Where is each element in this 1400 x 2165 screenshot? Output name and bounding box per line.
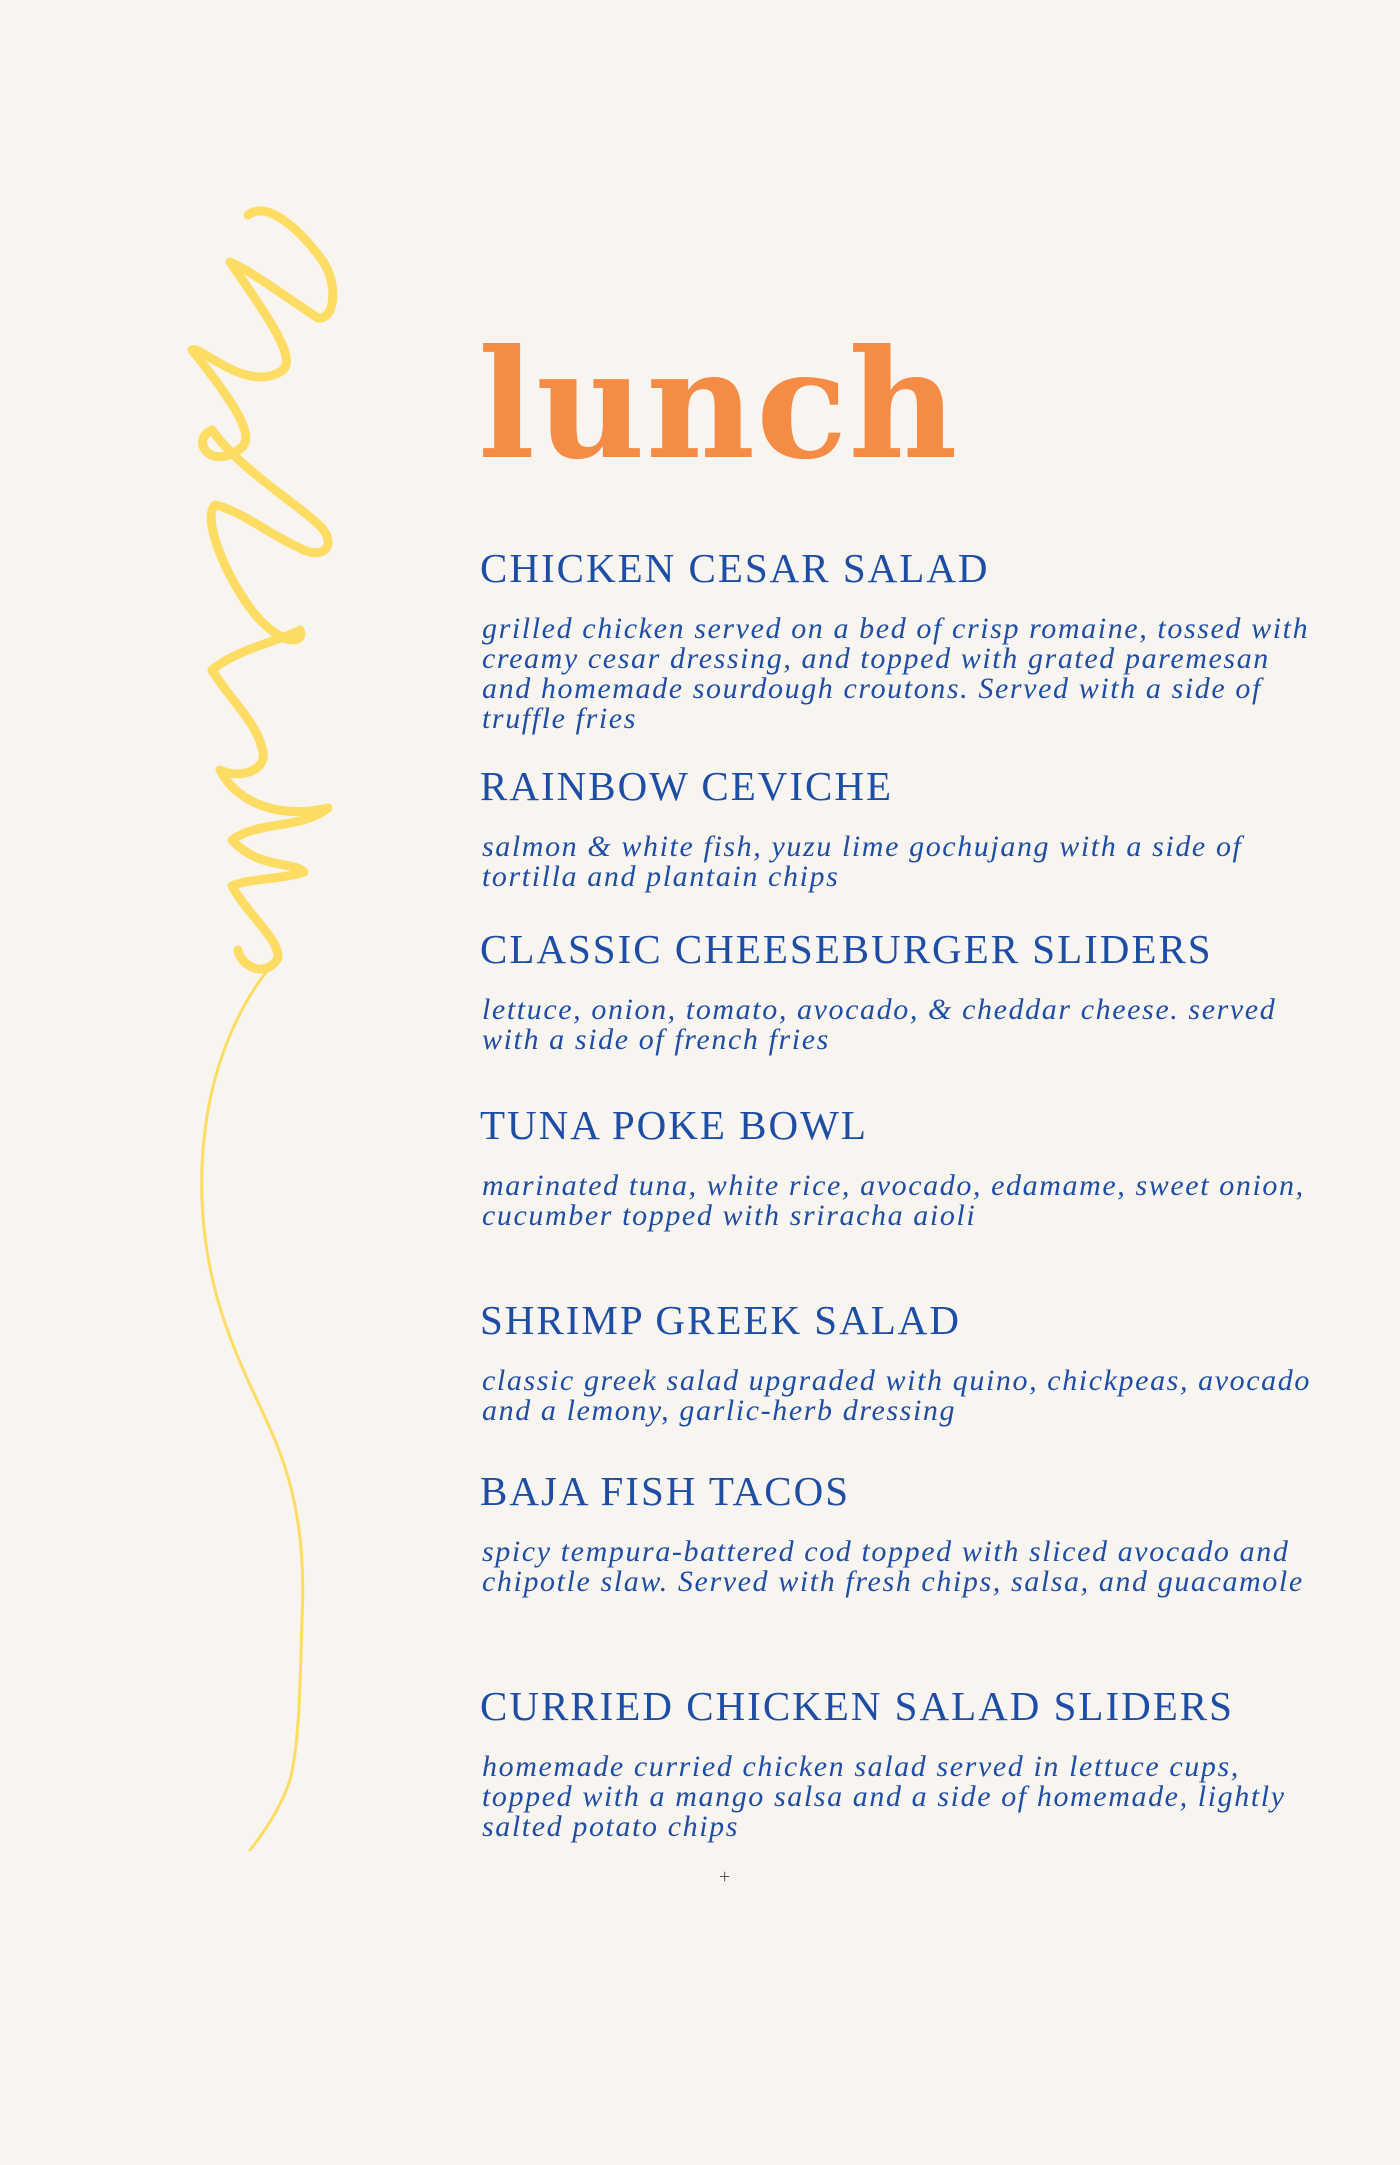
menu-item [480, 1297, 1320, 1426]
menu-item-description: marinated tuna, white rice, avocado, edamame, sweet onion, cucumber topped with sriracha aioli [482, 1169, 1305, 1233]
small-mark: + [719, 1866, 731, 1888]
menu-item-name: TUNA POKE BOWL [480, 1102, 868, 1148]
menu-item [480, 926, 1320, 1055]
menu-item [480, 545, 1320, 734]
menu-item-description: grilled chicken served on a bed of crisp romaine, tossed with creamy cesar dressing, and topped with grated paremesan and homemade sourdough croutons. Served with a side of truffle fries [482, 612, 1310, 736]
menu-item-description: lettuce, onion, tomato, avocado, & cheddar cheese. served with a side of french fries [482, 993, 1277, 1057]
menu-item-name: CURRIED CHICKEN SALAD SLIDERS [480, 1683, 1234, 1729]
menu-item-description: classic greek salad upgraded with quino, chickpeas, avocado and a lemony, garlic-herb dressing [482, 1364, 1311, 1428]
menu-item-name: SHRIMP GREEK SALAD [480, 1297, 961, 1343]
menu-item-name: BAJA FISH TACOS [480, 1468, 851, 1514]
menu-item [480, 1683, 1320, 1842]
menu-item-description: homemade curried chicken salad served in lettuce cups, topped with a mango salsa and a side of homemade, lightly salted potato chips [482, 1750, 1286, 1844]
menu-item-name: CHICKEN CESAR SALAD [480, 545, 990, 591]
menu-item-name: CLASSIC CHEESEBURGER SLIDERS [480, 926, 1213, 972]
section-title: lunch [478, 317, 959, 493]
menu-item-description: salmon & white fish, yuzu lime gochujang with a side of tortilla and plantain chips [482, 830, 1243, 894]
menu-item-description: spicy tempura-battered cod topped with sliced avocado and chipotle slaw. Served with fresh chips, salsa, and guacamole [482, 1535, 1304, 1599]
menu-item [480, 1102, 1320, 1231]
menu-item-name: RAINBOW CEVICHE [480, 763, 894, 809]
menu-item [480, 1468, 1320, 1597]
menu-item [480, 763, 1320, 892]
